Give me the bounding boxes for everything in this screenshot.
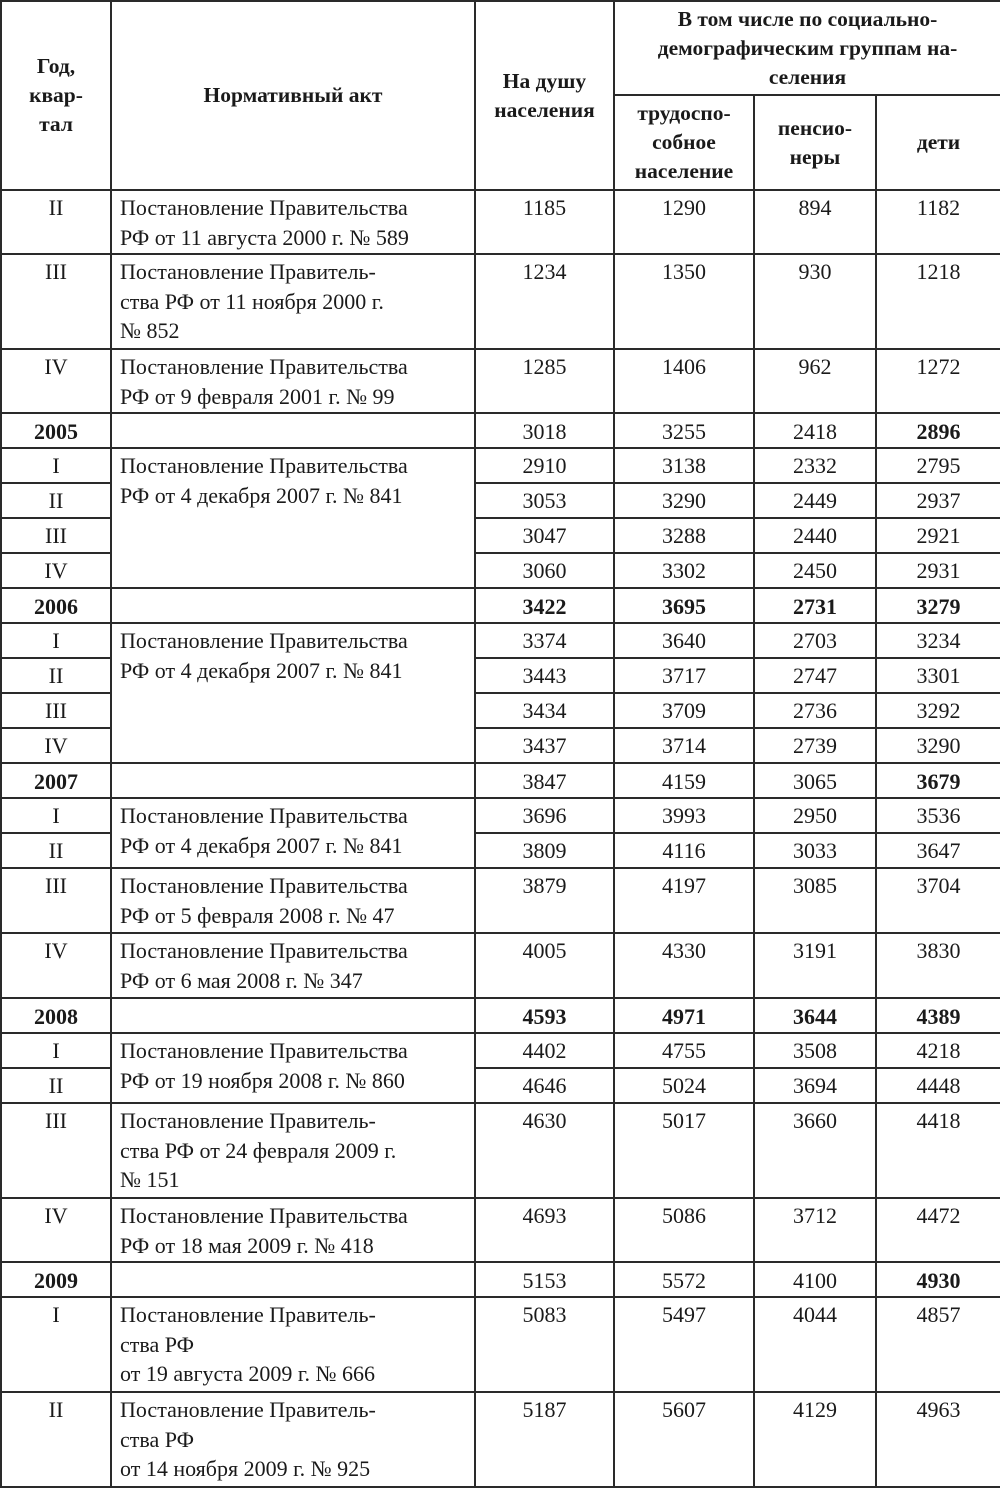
per-capita-cell: 5153 — [475, 1262, 614, 1297]
quarter-cell: IV — [1, 1198, 111, 1262]
year-row — [1, 998, 1000, 1033]
table-row — [1, 933, 1000, 998]
working-cell: 3255 — [614, 413, 754, 448]
working-cell: 3640 — [614, 623, 754, 658]
quarter-cell: IV — [1, 349, 111, 413]
quarter-cell: I — [1, 798, 111, 833]
children-cell: 3536 — [876, 798, 1000, 833]
pensioners-cell: 3644 — [754, 998, 876, 1033]
quarter-cell: IV — [1, 728, 111, 763]
header-year-quarter: Год, квар- тал — [1, 1, 111, 190]
table-row — [1, 349, 1000, 413]
act-cell: Постановление Правительства РФ от 18 мая 2009 г. № 418 — [111, 1198, 475, 1262]
per-capita-cell: 3847 — [475, 763, 614, 798]
working-cell: 5497 — [614, 1297, 754, 1392]
children-cell: 2896 — [876, 413, 1000, 448]
year-row — [1, 588, 1000, 623]
quarter-cell: II — [1, 658, 111, 693]
act-cell: Постановление Правительства РФ от 4 декабря 2007 г. № 841 — [111, 448, 475, 588]
pensioners-cell: 2736 — [754, 693, 876, 728]
working-cell: 4159 — [614, 763, 754, 798]
act-cell-empty — [111, 413, 475, 448]
working-cell: 1406 — [614, 349, 754, 413]
pensioners-cell: 3660 — [754, 1103, 876, 1198]
quarter-cell: I — [1, 448, 111, 483]
year-row — [1, 413, 1000, 448]
per-capita-cell: 3434 — [475, 693, 614, 728]
children-cell: 1218 — [876, 254, 1000, 349]
children-cell: 3704 — [876, 868, 1000, 933]
children-cell: 3279 — [876, 588, 1000, 623]
per-capita-cell: 2910 — [475, 448, 614, 483]
pensioners-cell: 3712 — [754, 1198, 876, 1262]
per-capita-cell: 1234 — [475, 254, 614, 349]
per-capita-cell: 5083 — [475, 1297, 614, 1392]
children-cell: 2921 — [876, 518, 1000, 553]
pensioners-cell: 2440 — [754, 518, 876, 553]
quarter-cell: II — [1, 1068, 111, 1103]
year-cell: 2007 — [1, 763, 111, 798]
children-cell: 4472 — [876, 1198, 1000, 1262]
per-capita-cell: 4646 — [475, 1068, 614, 1103]
pensioners-cell: 4100 — [754, 1262, 876, 1297]
working-cell: 3695 — [614, 588, 754, 623]
pensioners-cell: 4129 — [754, 1392, 876, 1487]
act-cell: Постановление Правитель- ства РФ от 24 февраля 2009 г. № 151 — [111, 1103, 475, 1198]
working-cell: 4755 — [614, 1033, 754, 1068]
act-cell-empty — [111, 998, 475, 1033]
act-cell: Постановление Правительства РФ от 9 февраля 2001 г. № 99 — [111, 349, 475, 413]
quarter-cell: III — [1, 254, 111, 349]
working-cell: 5024 — [614, 1068, 754, 1103]
act-cell-empty — [111, 588, 475, 623]
children-cell: 3679 — [876, 763, 1000, 798]
year-cell: 2009 — [1, 1262, 111, 1297]
pensioners-cell: 962 — [754, 349, 876, 413]
table-row — [1, 1103, 1000, 1198]
working-cell: 4116 — [614, 833, 754, 868]
pensioners-cell: 4044 — [754, 1297, 876, 1392]
header-social-groups: В том числе по социально- демографическим группам на- селения — [614, 1, 1000, 95]
table-row — [1, 1198, 1000, 1262]
table-row — [1, 254, 1000, 349]
children-cell: 2937 — [876, 483, 1000, 518]
pensioners-cell: 2739 — [754, 728, 876, 763]
pensioners-cell: 3065 — [754, 763, 876, 798]
per-capita-cell: 3053 — [475, 483, 614, 518]
table-row — [1, 1033, 1000, 1068]
working-cell: 1350 — [614, 254, 754, 349]
quarter-cell: III — [1, 868, 111, 933]
children-cell: 3290 — [876, 728, 1000, 763]
working-cell: 3290 — [614, 483, 754, 518]
working-cell: 1290 — [614, 190, 754, 254]
working-cell: 5086 — [614, 1198, 754, 1262]
pensioners-cell: 2449 — [754, 483, 876, 518]
per-capita-cell: 3443 — [475, 658, 614, 693]
quarter-cell: I — [1, 1033, 111, 1068]
act-cell: Постановление Правитель- ства РФ от 11 ноября 2000 г. № 852 — [111, 254, 475, 349]
per-capita-cell: 1185 — [475, 190, 614, 254]
year-cell: 2005 — [1, 413, 111, 448]
per-capita-cell: 3437 — [475, 728, 614, 763]
act-cell: Постановление Правительства РФ от 4 декабря 2007 г. № 841 — [111, 623, 475, 763]
act-cell: Постановление Правительства РФ от 6 мая 2008 г. № 347 — [111, 933, 475, 998]
quarter-cell: I — [1, 623, 111, 658]
children-cell: 4418 — [876, 1103, 1000, 1198]
per-capita-cell: 3060 — [475, 553, 614, 588]
children-cell: 4930 — [876, 1262, 1000, 1297]
quarter-cell: IV — [1, 933, 111, 998]
children-cell: 4857 — [876, 1297, 1000, 1392]
per-capita-cell: 3422 — [475, 588, 614, 623]
children-cell: 3301 — [876, 658, 1000, 693]
header-per-capita: На душу населения — [475, 1, 614, 190]
act-cell: Постановление Правитель- ства РФ от 14 ноября 2009 г. № 925 — [111, 1392, 475, 1487]
children-cell: 4448 — [876, 1068, 1000, 1103]
pensioners-cell: 2950 — [754, 798, 876, 833]
act-cell: Постановление Правительства РФ от 11 августа 2000 г. № 589 — [111, 190, 475, 254]
children-cell: 4963 — [876, 1392, 1000, 1487]
working-cell: 3993 — [614, 798, 754, 833]
working-cell: 3138 — [614, 448, 754, 483]
per-capita-cell: 4005 — [475, 933, 614, 998]
quarter-cell: II — [1, 833, 111, 868]
per-capita-cell: 3879 — [475, 868, 614, 933]
pensioners-cell: 2450 — [754, 553, 876, 588]
act-cell-empty — [111, 1262, 475, 1297]
children-cell: 1272 — [876, 349, 1000, 413]
quarter-cell: II — [1, 483, 111, 518]
table-row — [1, 448, 1000, 483]
working-cell: 3302 — [614, 553, 754, 588]
working-cell: 4971 — [614, 998, 754, 1033]
pensioners-cell: 2747 — [754, 658, 876, 693]
working-cell: 3709 — [614, 693, 754, 728]
quarter-cell: II — [1, 1392, 111, 1487]
quarter-cell: III — [1, 693, 111, 728]
header-working-population: трудоспо- собное население — [614, 95, 754, 190]
children-cell: 1182 — [876, 190, 1000, 254]
per-capita-cell: 4402 — [475, 1033, 614, 1068]
children-cell: 3234 — [876, 623, 1000, 658]
working-cell: 4197 — [614, 868, 754, 933]
table-row — [1, 798, 1000, 833]
per-capita-cell: 5187 — [475, 1392, 614, 1487]
year-row — [1, 1262, 1000, 1297]
table-row — [1, 190, 1000, 254]
act-cell: Постановление Правительства РФ от 4 декабря 2007 г. № 841 — [111, 798, 475, 868]
act-cell: Постановление Правительства РФ от 5 февраля 2008 г. № 47 — [111, 868, 475, 933]
table-row — [1, 868, 1000, 933]
per-capita-cell: 3047 — [475, 518, 614, 553]
year-cell: 2008 — [1, 998, 111, 1033]
header-children: дети — [876, 95, 1000, 190]
pensioners-cell: 3033 — [754, 833, 876, 868]
pensioners-cell: 2731 — [754, 588, 876, 623]
quarter-cell: III — [1, 518, 111, 553]
per-capita-cell: 3018 — [475, 413, 614, 448]
children-cell: 4218 — [876, 1033, 1000, 1068]
working-cell: 5572 — [614, 1262, 754, 1297]
children-cell: 3830 — [876, 933, 1000, 998]
children-cell: 2795 — [876, 448, 1000, 483]
quarter-cell: II — [1, 190, 111, 254]
pensioners-cell: 2703 — [754, 623, 876, 658]
working-cell: 4330 — [614, 933, 754, 998]
per-capita-cell: 4693 — [475, 1198, 614, 1262]
table-row — [1, 1297, 1000, 1392]
children-cell: 3647 — [876, 833, 1000, 868]
pensioners-cell: 3508 — [754, 1033, 876, 1068]
pensioners-cell: 3694 — [754, 1068, 876, 1103]
working-cell: 3288 — [614, 518, 754, 553]
act-cell: Постановление Правитель- ства РФ от 19 августа 2009 г. № 666 — [111, 1297, 475, 1392]
working-cell: 5017 — [614, 1103, 754, 1198]
pensioners-cell: 2418 — [754, 413, 876, 448]
act-cell-empty — [111, 763, 475, 798]
table-row — [1, 623, 1000, 658]
quarter-cell: I — [1, 1297, 111, 1392]
working-cell: 3717 — [614, 658, 754, 693]
per-capita-cell: 3374 — [475, 623, 614, 658]
per-capita-cell: 4593 — [475, 998, 614, 1033]
pensioners-cell: 2332 — [754, 448, 876, 483]
children-cell: 3292 — [876, 693, 1000, 728]
working-cell: 5607 — [614, 1392, 754, 1487]
act-cell: Постановление Правительства РФ от 19 ноября 2008 г. № 860 — [111, 1033, 475, 1103]
pensioners-cell: 3191 — [754, 933, 876, 998]
header-pensioners: пенсио- неры — [754, 95, 876, 190]
header-normative-act: Нормативный акт — [111, 1, 475, 190]
per-capita-cell: 4630 — [475, 1103, 614, 1198]
year-row — [1, 763, 1000, 798]
year-cell: 2006 — [1, 588, 111, 623]
quarter-cell: IV — [1, 553, 111, 588]
per-capita-cell: 3696 — [475, 798, 614, 833]
children-cell: 2931 — [876, 553, 1000, 588]
pensioners-cell: 3085 — [754, 868, 876, 933]
working-cell: 3714 — [614, 728, 754, 763]
per-capita-cell: 1285 — [475, 349, 614, 413]
table-row — [1, 1392, 1000, 1487]
pensioners-cell: 930 — [754, 254, 876, 349]
per-capita-cell: 3809 — [475, 833, 614, 868]
pensioners-cell: 894 — [754, 190, 876, 254]
quarter-cell: III — [1, 1103, 111, 1198]
children-cell: 4389 — [876, 998, 1000, 1033]
